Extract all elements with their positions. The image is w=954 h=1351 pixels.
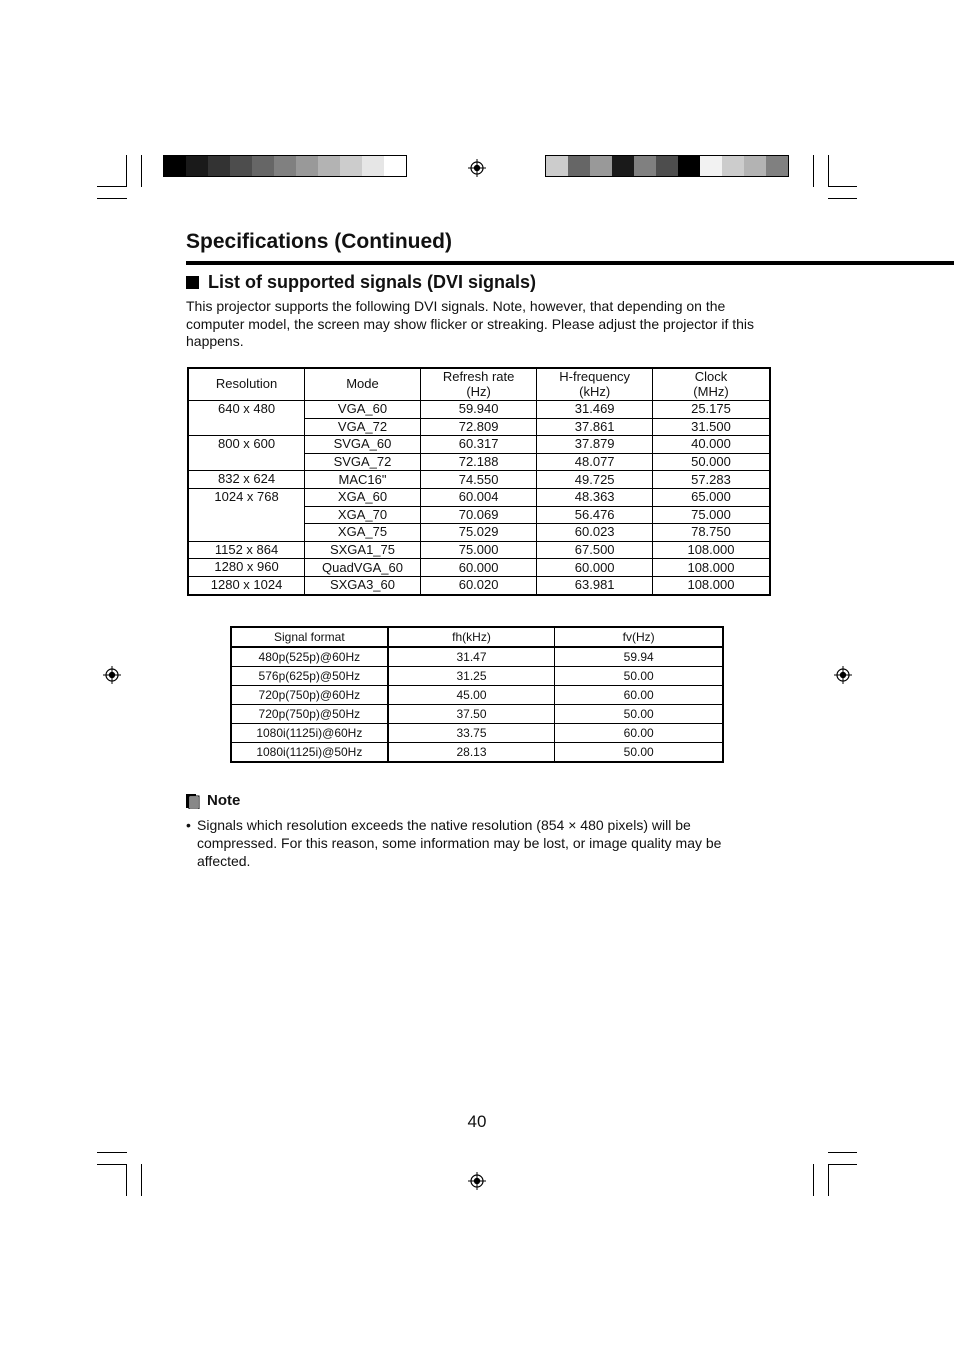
table-cell: 37.50 xyxy=(388,705,555,724)
table-row xyxy=(231,705,723,724)
table-cell: 108.000 xyxy=(652,541,770,559)
color-bar-right xyxy=(545,155,789,177)
table-cell: QuadVGA_60 xyxy=(305,559,421,577)
intro-paragraph: This projector supports the following DVI signals. Note, however, that depending on the computer model, the screen may show flicker or streaking. Please adjust the projector if this happens. xyxy=(186,298,755,349)
table-cell: XGA_70 xyxy=(305,506,421,524)
table-cell: XGA_75 xyxy=(305,524,421,542)
color-patch xyxy=(208,156,230,176)
table-cell: 60.000 xyxy=(537,559,653,577)
table-cell: 49.725 xyxy=(537,471,653,489)
table-cell: SXGA1_75 xyxy=(305,541,421,559)
table-header-cell: fh(kHz) xyxy=(388,627,555,647)
table-cell: 31.25 xyxy=(388,667,555,686)
table-row xyxy=(231,743,723,763)
table-cell: 720p(750p)@60Hz xyxy=(231,686,388,705)
table-cell: 50.00 xyxy=(555,667,723,686)
table-cell: 75.000 xyxy=(652,506,770,524)
resolution-cell: 1152 x 864 xyxy=(188,541,305,559)
color-bar-left xyxy=(163,155,407,177)
table-cell: XGA_60 xyxy=(305,488,421,506)
table-cell: 72.188 xyxy=(420,453,537,471)
table-cell: SVGA_72 xyxy=(305,453,421,471)
color-patch xyxy=(186,156,208,176)
resolution-cell: 1280 x 1024 xyxy=(188,576,305,594)
color-patch xyxy=(612,156,634,176)
color-patch xyxy=(362,156,384,176)
color-patch xyxy=(766,156,788,176)
table-cell: 31.47 xyxy=(388,647,555,667)
registration-mark-icon xyxy=(834,666,852,684)
color-patch xyxy=(722,156,744,176)
table-row xyxy=(188,436,770,454)
table-cell: SXGA3_60 xyxy=(305,576,421,594)
color-patch xyxy=(340,156,362,176)
color-patch xyxy=(546,156,568,176)
table-cell: 1080i(1125i)@50Hz xyxy=(231,743,388,763)
table-cell: 60.023 xyxy=(537,524,653,542)
title-rule xyxy=(186,261,954,265)
table-cell: 78.750 xyxy=(652,524,770,542)
registration-mark-icon xyxy=(103,666,121,684)
page-title: Specifications (Continued) xyxy=(186,230,453,253)
table-cell: 31.469 xyxy=(537,401,653,419)
table-cell: 37.879 xyxy=(537,436,653,454)
table-cell: 75.029 xyxy=(420,524,537,542)
table-cell: 28.13 xyxy=(388,743,555,763)
table-cell: 108.000 xyxy=(652,559,770,577)
signal-format-table xyxy=(230,626,724,763)
table-row xyxy=(231,686,723,705)
table-row xyxy=(188,471,770,489)
registration-mark-icon xyxy=(468,1172,486,1190)
registration-mark-icon xyxy=(468,159,486,177)
section-heading xyxy=(186,272,536,293)
table-row xyxy=(188,401,770,419)
table-cell: 63.981 xyxy=(537,576,653,594)
note-icon xyxy=(186,793,200,809)
table-header-row xyxy=(188,368,770,401)
note-heading xyxy=(186,792,240,809)
square-bullet-icon xyxy=(186,276,199,289)
color-patch xyxy=(296,156,318,176)
table-header-cell: Mode xyxy=(305,368,421,401)
color-patch xyxy=(230,156,252,176)
table-cell: 60.020 xyxy=(420,576,537,594)
color-patch xyxy=(568,156,590,176)
table-cell: 50.00 xyxy=(555,743,723,763)
table-cell: 60.317 xyxy=(420,436,537,454)
table-cell: 60.00 xyxy=(555,724,723,743)
dvi-signals-table xyxy=(187,367,771,596)
table-cell: 40.000 xyxy=(652,436,770,454)
table-cell: 57.283 xyxy=(652,471,770,489)
color-patch xyxy=(590,156,612,176)
resolution-cell: 1280 x 960 xyxy=(188,559,305,577)
resolution-cell: 800 x 600 xyxy=(188,436,305,471)
table-cell: 59.94 xyxy=(555,647,723,667)
table-header-row xyxy=(231,627,723,647)
table-cell: 48.363 xyxy=(537,488,653,506)
table-cell: 60.00 xyxy=(555,686,723,705)
table-cell: 70.069 xyxy=(420,506,537,524)
table-row xyxy=(188,488,770,506)
bullet-icon: • xyxy=(186,817,191,833)
note-bullet-text: Signals which resolution exceeds the native resolution (854 × 480 pixels) will be compressed. For this reason, some information may be lost, or image quality may be affected. xyxy=(197,817,722,869)
color-patch xyxy=(252,156,274,176)
resolution-cell: 1024 x 768 xyxy=(188,488,305,541)
table-cell: 45.00 xyxy=(388,686,555,705)
table-row xyxy=(231,647,723,667)
table-cell: 1080i(1125i)@60Hz xyxy=(231,724,388,743)
table-cell: 74.550 xyxy=(420,471,537,489)
table-cell: 60.004 xyxy=(420,488,537,506)
table-header-cell: Clock (MHz) xyxy=(652,368,770,401)
table-cell: SVGA_60 xyxy=(305,436,421,454)
table-row xyxy=(188,541,770,559)
note-text xyxy=(186,816,757,870)
table-row xyxy=(231,667,723,686)
table-cell: 65.000 xyxy=(652,488,770,506)
table-row xyxy=(231,724,723,743)
color-patch xyxy=(656,156,678,176)
table-cell: 720p(750p)@50Hz xyxy=(231,705,388,724)
table-cell: 67.500 xyxy=(537,541,653,559)
table-cell: 72.809 xyxy=(420,418,537,436)
table-header-cell: H-frequency (kHz) xyxy=(537,368,653,401)
color-patch xyxy=(678,156,700,176)
table-header-cell: Resolution xyxy=(188,368,305,401)
resolution-cell: 640 x 480 xyxy=(188,401,305,436)
resolution-cell: 832 x 624 xyxy=(188,471,305,489)
color-patch xyxy=(700,156,722,176)
table-header-cell: Refresh rate (Hz) xyxy=(420,368,537,401)
color-patch xyxy=(318,156,340,176)
table-cell: 60.000 xyxy=(420,559,537,577)
page-number: 40 xyxy=(467,1112,487,1131)
table-cell: 37.861 xyxy=(537,418,653,436)
table-row xyxy=(188,576,770,594)
color-patch xyxy=(274,156,296,176)
color-patch xyxy=(384,156,406,176)
table-cell: 75.000 xyxy=(420,541,537,559)
table-cell: 50.000 xyxy=(652,453,770,471)
table-cell: 50.00 xyxy=(555,705,723,724)
table-header-cell: Signal format xyxy=(231,627,388,647)
table-cell: 48.077 xyxy=(537,453,653,471)
note-title: Note xyxy=(207,792,241,809)
section-title: List of supported signals (DVI signals) xyxy=(208,272,537,292)
table-cell: 108.000 xyxy=(652,576,770,594)
color-patch xyxy=(744,156,766,176)
table-cell: 56.476 xyxy=(537,506,653,524)
table-header-cell: fv(Hz) xyxy=(555,627,723,647)
table-cell: 31.500 xyxy=(652,418,770,436)
table-cell: 25.175 xyxy=(652,401,770,419)
color-patch xyxy=(164,156,186,176)
table-row xyxy=(188,559,770,577)
table-cell: MAC16" xyxy=(305,471,421,489)
table-cell: 480p(525p)@60Hz xyxy=(231,647,388,667)
table-cell: 576p(625p)@50Hz xyxy=(231,667,388,686)
table-cell: 59.940 xyxy=(420,401,537,419)
color-patch xyxy=(634,156,656,176)
table-cell: VGA_60 xyxy=(305,401,421,419)
table-cell: VGA_72 xyxy=(305,418,421,436)
table-cell: 33.75 xyxy=(388,724,555,743)
